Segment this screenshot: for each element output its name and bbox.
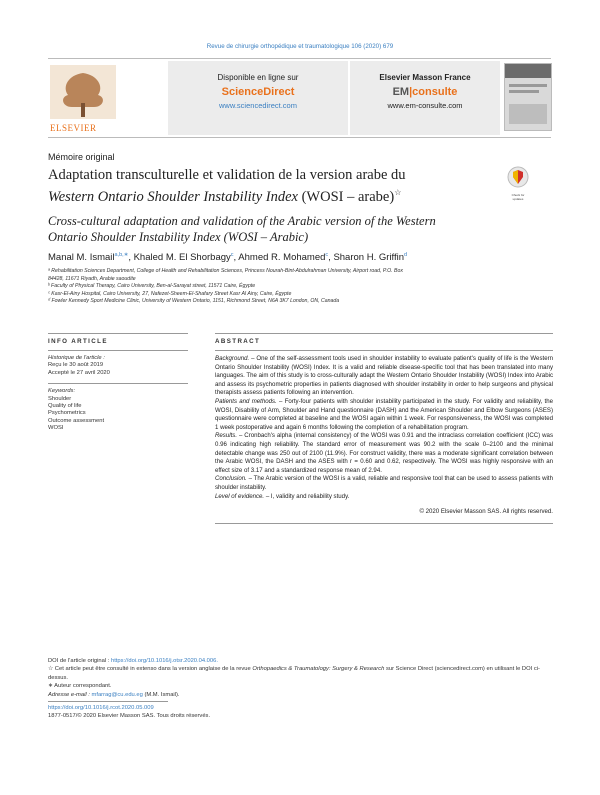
original-doi-note: DOI de l'article original : https://doi.org/10.1016/j.otsr.2020.04.006. xyxy=(48,658,218,664)
sd-url-link[interactable]: www.sciencedirect.com xyxy=(219,101,297,110)
crossmark-label: Check for updates xyxy=(511,193,525,201)
divider xyxy=(48,350,188,351)
check-for-updates-button[interactable] xyxy=(507,166,529,201)
sciencedirect-panel xyxy=(168,61,348,135)
keyword: WOSI xyxy=(48,425,64,432)
corresponding-author-note: ∗ Auteur correspondant. xyxy=(48,683,112,690)
divider xyxy=(215,523,553,524)
issn-line: 1877-0517/© 2020 Elsevier Masson SAS. Tous droits réservés. xyxy=(48,713,211,720)
email-link[interactable]: mfarrag@cu.edu.eg xyxy=(91,691,143,698)
title-fr-line2: Western Ontario Shoulder Instability Index (WOSI – arabe)☆ xyxy=(48,188,402,205)
title-en-line2: Ontario Shoulder Instability Index (WOSI – Arabic) xyxy=(48,230,309,244)
affiliation: ᵇ Faculty of Physical Therapy, Cairo University, Ben-al-Sarayat street, 11571 Caire, Égypte xyxy=(48,283,256,290)
affiliation: ᵈ Fowler Kennedy Sport Medicine Clinic, University of Western Ontario, 1151, Richmond Street, N6A 3K7 London, ON, Canada xyxy=(48,298,340,305)
em-consulte-panel xyxy=(350,61,500,135)
original-doi-link[interactable]: https://doi.org/10.1016/j.otsr.2020.04.006. xyxy=(110,658,218,664)
article-type: Mémoire original xyxy=(48,152,115,162)
email-note: Adresse e-mail : mfarrag@cu.edu.eg (M.M. Ismail). xyxy=(48,691,180,698)
divider xyxy=(215,333,553,334)
em-consulte-logo: EM|consulte xyxy=(392,86,458,98)
received-date: Reçu le 30 août 2019 xyxy=(48,362,104,369)
accepted-date: Accepté le 27 avril 2020 xyxy=(48,369,110,376)
author[interactable]: Ahmed R. Mohamed$^c$ xyxy=(238,252,329,264)
sd-name: ScienceDirect xyxy=(221,86,295,98)
em-url-link[interactable]: www.em-consulte.com xyxy=(387,101,463,110)
abstract-body xyxy=(215,355,553,517)
abstract-results: Results. – Cronbach's alpha (internal consistency) of the WOSI was 0.91 and the intraclass correlation coefficient (ICC) was 0.96 indicating high reliability. The standard error of measurement was 90.2 with the scale 0–2100 and the minimal detectable change was 250 out of 2100 (11.9%). For construct validity, there was a moderate significant correlation between the Arabic WOSI, the DASH and the ASES with r = 0.60 and 0.62, respectively. The WOSI was highly responsive with an effect size of 3.17 and a standardized response mean of 2.94. xyxy=(215,432,553,474)
author[interactable]: Sharon H. Griffin$^d$ xyxy=(333,252,408,264)
journal-cover-thumbnail xyxy=(504,63,552,131)
abstract-heading: ABSTRACT xyxy=(215,338,261,345)
article-doi-link[interactable]: https://doi.org/10.1016/j.rcot.2020.05.009 xyxy=(48,705,154,712)
translation-note: ☆ Cet article peut être consulté in extenso dans la version anglaise de la revue Orthopaedics & Traumatology: Surgery & Research sur Science Direct (sciencedirect.com) en utilisant le DOI ci-dessus. xyxy=(48,666,540,681)
em-publisher: Elsevier Masson France xyxy=(379,73,471,82)
history-label: Historique de l'article : xyxy=(48,355,105,361)
affiliation: 84428, 11671 Riyadh, Arabie saoudite xyxy=(48,275,136,282)
keyword: Shoulder xyxy=(48,395,72,402)
title-english xyxy=(48,213,528,245)
article-info-column xyxy=(48,333,188,433)
affiliations xyxy=(48,268,503,306)
info-heading: INFO ARTICLE xyxy=(48,338,108,345)
author[interactable]: Khaled M. El Shorbagy$^c$ xyxy=(133,252,234,264)
footnotes xyxy=(48,657,553,721)
abstract-conclusion: Conclusion. – The Arabic version of the WOSI is a valid, reliable and responsive tool that can be used to assess patients with shoulder instability. xyxy=(215,475,553,491)
affiliation: ᶜ Kasr-El-Ainy Hospital, Cairo University, 27, Nafezet-Sheem-El-Shafary Street Kasr Al Ainy, Caire, Égypte xyxy=(48,290,292,297)
elsevier-tree-icon xyxy=(48,63,118,121)
title-fr-line1: Adaptation transculturelle et validation de la version arabe du xyxy=(48,167,406,183)
crossmark-icon xyxy=(507,166,529,188)
abstract-methods: Patients and methods. – Forty-four patients with shoulder instability participated in the study. For validity and reliability, the WOSI, Disability of Arm, Shoulder and Hand questionnaire (DASH) and the American Shoulder and Elbow Surgeons (ASES) questionnaire were completed at baseline and the WOSI again within 1 week. For responsiveness, the WOSI was completed 1 week postoperative and again 6 months following the completion of a rehabilitation program. xyxy=(215,397,554,431)
journal-citation[interactable]: Revue de chirurgie orthopédique et traumatologique 106 (2020) 679 xyxy=(206,43,394,50)
divider xyxy=(48,383,188,384)
sd-available-label: Disponible en ligne sur xyxy=(217,73,299,82)
keyword: Outcome assessment xyxy=(48,417,105,424)
elsevier-logo xyxy=(48,63,118,133)
keyword: Quality of life xyxy=(48,403,82,410)
abstract-column xyxy=(215,333,553,524)
title-french xyxy=(48,167,448,206)
journal-cover-icon xyxy=(505,64,551,130)
keyword: Psychometrics xyxy=(48,410,86,417)
copyright: © 2020 Elsevier Masson SAS. All rights reserved. xyxy=(419,508,553,516)
elsevier-wordmark: ELSEVIER xyxy=(50,123,97,133)
divider xyxy=(48,333,188,334)
divider xyxy=(215,350,553,351)
abstract-level: Level of evidence. – I, validity and reliability study. xyxy=(215,492,350,500)
author-list: Manal M. Ismail$^{a,b,∗}$, Khaled M. El Shorbagy$^c$, Ahmed R. Mohamed$^c$, Sharon H. Griffin$^d$ xyxy=(48,252,408,264)
author[interactable]: Manal M. Ismail$^{a,b,∗}$ xyxy=(48,252,129,264)
divider xyxy=(48,701,168,702)
affiliation: ᵃ Rehabilitation Sciences Department, College of Health and Rehabilitation Sciences, Princess Nourah-Bint-Abdulrahman University, Airport road, P.O. Box xyxy=(48,268,403,274)
abstract-background: Background. – One of the self-assessment tools used in shoulder instability to evaluate patient's quality of life is the Western Ontario Shoulder Instability (WOSI) Index. It is a valid and reliable disease-specific tool that has been translated into many languages. The aim of this study is to cross-culturally adapt the Western Ontario Shoulder Instability (WOSI) Index into Arabic and assess its psychometric properties in patients diagnosed with shoulder instability in order to help surgeons and physical therapists assess patients following an intervention. xyxy=(215,355,553,397)
journal-banner xyxy=(48,58,551,138)
keywords-label: Keywords: xyxy=(48,388,76,395)
title-en-line1: Cross-cultural adaptation and validation of the Arabic version of the Western xyxy=(48,214,436,228)
